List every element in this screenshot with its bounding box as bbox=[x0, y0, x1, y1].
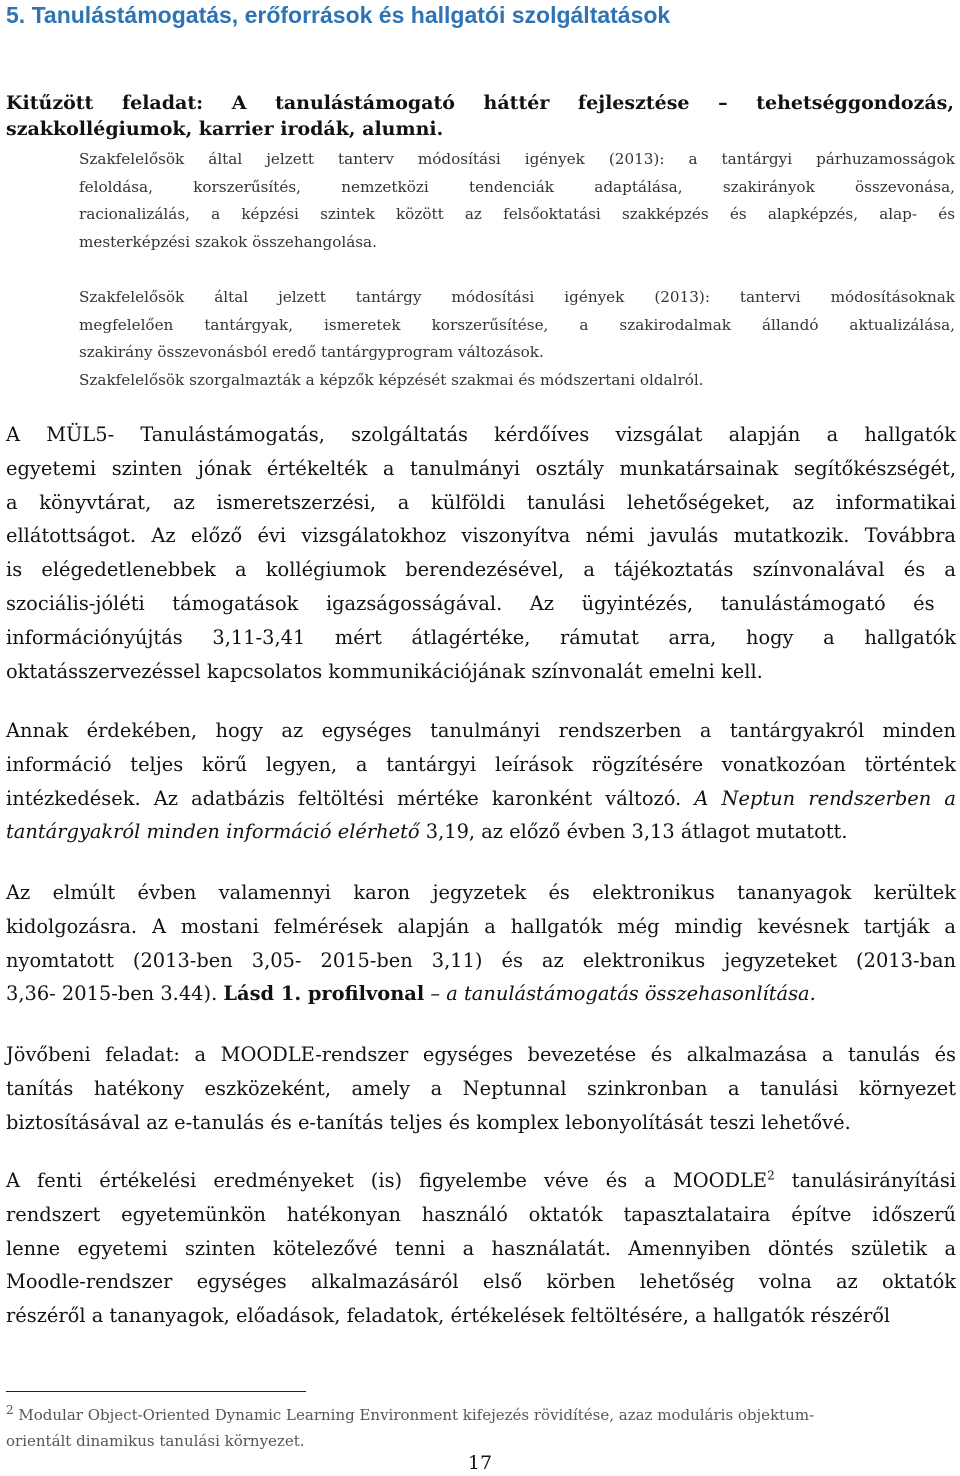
italic-run: A Neptun rendszerben a bbox=[694, 786, 956, 810]
survey-results-paragraph bbox=[6, 418, 956, 688]
text-line: Szakfelelősök által jelzett tanterv módosítási igények (2013): a tantárgyi párhuzamosságok bbox=[79, 150, 955, 168]
text-line: Jövőbeni feladat: a MOODLE-rendszer egységes bevezetése és alkalmazása a tanulás és bbox=[6, 1043, 956, 1066]
text-line: információnyújtás 3,11-3,41 mért átlagértéke, rámutat arra, hogy a hallgatók bbox=[6, 625, 956, 649]
text-line: lenne egyetemi szinten kötelezővé tenni a használatát. Amennyiben döntés születik a bbox=[6, 1236, 956, 1260]
text-run: tanulásirányítási bbox=[774, 1169, 956, 1192]
text-line: részéről a tananyagok, előadások, feladatok, értékelések feltöltésére, a hallgatók részéről bbox=[6, 1304, 891, 1328]
text-line: a könyvtárat, az ismeretszerzési, a külföldi tanulási lehetőségeket, az informatikai bbox=[6, 490, 956, 514]
text-line: nyomtatott (2013-ben 3,05- 2015-ben 3,11) és az elektronikus jegyzeteket (2013-ban bbox=[6, 948, 956, 972]
text-line: rendszert egyetemünkön hatékonyan használó oktatók tapasztalataira építve időszerű bbox=[6, 1202, 956, 1226]
text-line: megfelelően tantárgyak, ismeretek korszerűsítése, a szakirodalmak állandó aktualizálása, bbox=[79, 315, 955, 334]
bold-reference: Lásd 1. profilvonal bbox=[223, 982, 425, 1006]
text-line bbox=[6, 977, 956, 1011]
footnote bbox=[6, 1402, 956, 1454]
text-line: ellátottságot. Az előző évi vizsgálatokhoz viszonyítva némi javulás mutatkozik. Továbbra bbox=[6, 524, 956, 548]
text-line: tanítás hatékony eszközeként, amely a Neptunnal szinkronban a tanulási környezet bbox=[6, 1076, 956, 1100]
notes-paragraph bbox=[6, 876, 956, 1011]
text-line: egyetemi szinten jónak értékelték a tanulmányi osztály munkatársainak segítőkészségét, bbox=[6, 456, 956, 480]
italic-run: a tanulástámogatás összehasonlítása. bbox=[446, 982, 816, 1006]
text-line: oktatásszervezéssel kapcsolatos kommunikációjának színvonalát emelni kell. bbox=[6, 659, 763, 683]
footnote-line: orientált dinamikus tanulási környezet. bbox=[6, 1432, 305, 1450]
text-line: mesterképzési szakok összehangolása. bbox=[79, 232, 377, 251]
text-run: intézkedések. Az adatbázis feltöltési mértéke karonként változó. bbox=[6, 786, 695, 810]
text-line: szakirány összevonásból eredő tantárgyprogram változások. bbox=[79, 343, 544, 361]
neptun-paragraph bbox=[6, 714, 956, 849]
footnote-ref: 2 bbox=[767, 1168, 775, 1183]
moodle-paragraph bbox=[6, 1164, 956, 1333]
text-line: Szakfelelősök által jelzett tantárgy módosítási igények (2013): tantervi módosításoknak bbox=[79, 288, 955, 306]
text-line: feloldása, korszerűsítés, nemzetközi tendenciák adaptálása, szakirányok összevonása, bbox=[79, 177, 955, 196]
text-run: Modular Object-Oriented Dynamic Learning Environment kifejezés rövidítése, azaz moduláris objektum- bbox=[13, 1406, 815, 1424]
text-line: biztosításával az e-tanulás és e-tanítás teljes és komplex lebonyolítását teszi lehetővé. bbox=[6, 1110, 851, 1134]
text-line: Szakfelelősök szorgalmazták a képzők képzését szakmai és módszertani oldalról. bbox=[79, 370, 704, 389]
page-number: 17 bbox=[467, 1452, 493, 1474]
text-run: 3,36- 2015-ben 3.44). bbox=[6, 982, 224, 1006]
text-line: Moodle-rendszer egységes alkalmazásáról első körben lehetőség volna az oktatók bbox=[6, 1270, 956, 1294]
text-line: A MÜL5- Tanulástámogatás, szolgáltatás kérdőíves vizsgálat alapján a hallgatók bbox=[6, 423, 956, 446]
task-line: Kitűzött feladat: A tanulástámogató háttér fejlesztése – tehetséggondozás, bbox=[6, 92, 954, 114]
text-run: A fenti értékelési eredményeket (is) figyelembe véve és a MOODLE bbox=[6, 1169, 768, 1192]
footnote-line bbox=[6, 1402, 956, 1428]
text-line bbox=[6, 1164, 956, 1198]
text-line: szociális-jóléti támogatások igazságosságával. Az ügyintézés, tanulástámogató és bbox=[6, 591, 935, 615]
text-line: Az elmúlt évben valamennyi karon jegyzetek és elektronikus tananyagok kerültek bbox=[6, 881, 956, 904]
text-line: racionalizálás, a képzési szintek között az felsőoktatási szakképzés és alapképzés, alap- és bbox=[79, 205, 955, 223]
text-line: információ teljes körű legyen, a tantárgyi leírások rögzítésére vonatkozóan történtek bbox=[6, 752, 956, 776]
text-line: is elégedetlenebbek a kollégiumok berendezésével, a tájékoztatás színvonalával és a bbox=[6, 558, 956, 582]
task-line: szakkollégiumok, karrier irodák, alumni. bbox=[6, 118, 444, 140]
footnote-separator bbox=[6, 1391, 306, 1392]
course-change-paragraph bbox=[79, 284, 955, 394]
text-run: 3,19, az előző évben 3,13 átlagot mutatott. bbox=[419, 820, 848, 844]
footnote-marker: 2 bbox=[6, 1403, 14, 1417]
text-line bbox=[6, 782, 956, 816]
italic-run: tantárgyakról minden információ elérhető bbox=[6, 820, 420, 844]
text-line bbox=[6, 815, 956, 849]
text-line: kidolgozásra. A mostani felmérések alapján a hallgatók még mindig kevésnek tartják a bbox=[6, 914, 956, 938]
future-task-paragraph bbox=[6, 1038, 956, 1139]
task-statement bbox=[6, 90, 954, 142]
curriculum-change-paragraph bbox=[79, 146, 955, 256]
text-run: – bbox=[424, 982, 447, 1006]
text-line: Annak érdekében, hogy az egységes tanulmányi rendszerben a tantárgyakról minden bbox=[6, 719, 956, 742]
section-heading: 5. Tanulástámogatás, erőforrások és hallgatói szolgáltatások bbox=[6, 2, 671, 28]
